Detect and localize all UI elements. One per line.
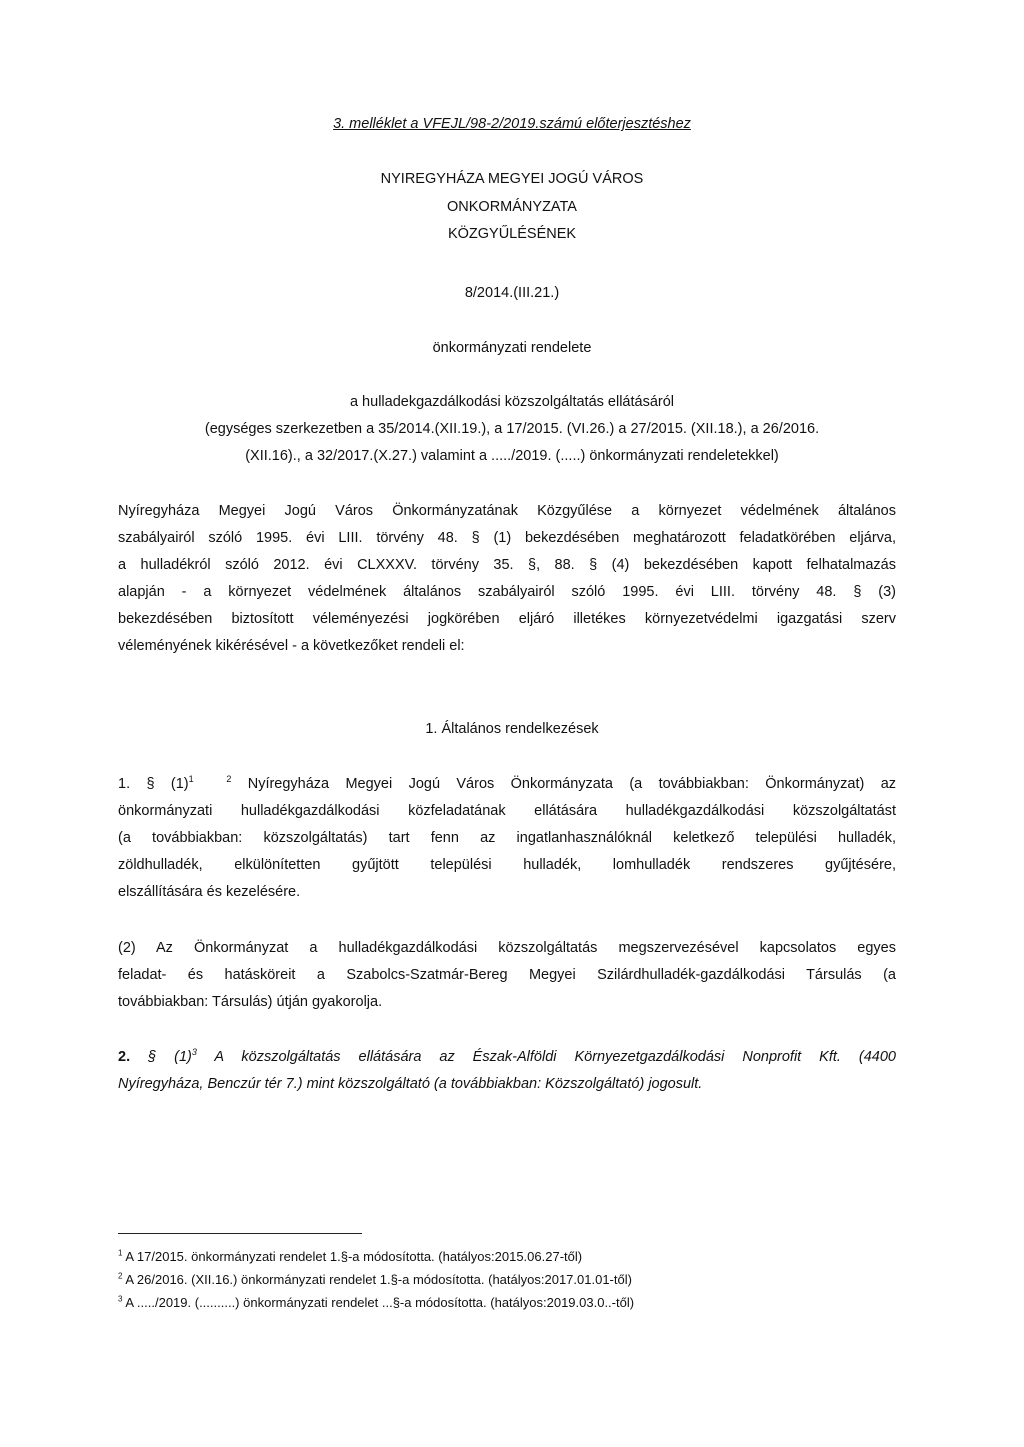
para3-first-line xyxy=(118,1049,896,1065)
footnote-number: 3 xyxy=(118,1294,123,1304)
para2-line-2: feladat- és hatásköreit a Szabolcs-Szatmár-Bereg Megyei Szilárdhulladék-gazdálkodási Társulás (a xyxy=(118,967,896,983)
footnote-number: 2 xyxy=(118,1271,123,1281)
decree-subject: a hulladekgazdálkodási közszolgáltatás ellátásáról xyxy=(349,394,675,410)
decree-number: 8/2014.(III.21.) xyxy=(464,285,560,301)
section-heading: 1. Általános rendelkezések xyxy=(425,721,599,737)
para3-first-rest: A közszolgáltatás ellátására az Észak-Alföldi Környezetgazdálkodási Nonprofit Kft. (4400 xyxy=(214,1049,896,1065)
preamble-line-5: bekezdésében biztosított véleményezési jogkörében eljáró illetékes környezetvédelmi igazgatási szerv xyxy=(118,611,896,627)
title-line-2: ONKORMÁNYZATA xyxy=(447,199,577,215)
preamble-line-4: alapján - a környezet védelmének általános szabályairól szóló 1995. évi LIII. törvény 48. § (3) xyxy=(118,584,896,600)
footnote-1 xyxy=(118,1249,582,1264)
footnote-text: A 26/2016. (XII.16.) önkormányzati rendelet 1.§-a módosította. (hatályos:2017.01.01-től) xyxy=(125,1272,632,1287)
para2-last-line: továbbiakban: Társulás) útján gyakorolja. xyxy=(118,994,383,1010)
footnote-2 xyxy=(118,1272,632,1287)
title-line-3: KÖZGYŰLÉSÉNEK xyxy=(447,226,577,242)
footnote-ref-2: 2 xyxy=(226,774,232,785)
para1-first-rest: Nyíregyháza Megyei Jogú Város Önkormányzata (a továbbiakban: Önkormányzat) az xyxy=(247,776,897,792)
para3-last-line: Nyíregyháza, Benczúr tér 7.) mint közszolgáltató (a továbbiakban: Közszolgáltató) jogosult. xyxy=(118,1076,703,1092)
footnote-text: A 17/2015. önkormányzati rendelet 1.§-a módosította. (hatályos:2015.06.27-től) xyxy=(125,1249,583,1264)
footnote-number: 1 xyxy=(118,1248,123,1258)
para1-line-2: önkormányzati hulladékgazdálkodási közfeladatának ellátására hulladékgazdálkodási közszolgáltatást xyxy=(118,803,896,819)
footnote-ref-1: 1 xyxy=(188,774,194,785)
decree-type: önkormányzati rendelete xyxy=(432,340,592,356)
preamble-line-2: szabályairól szóló 1995. évi LIII. törvény 48. § (1) bekezdésében meghatározott feladatkörében eljárva, xyxy=(118,530,896,546)
footnote-separator xyxy=(118,1233,362,1234)
para3-number: 2. xyxy=(118,1049,131,1065)
para3-lead: § (1) xyxy=(148,1049,192,1065)
para2-line-1: (2) Az Önkormányzat a hulladékgazdálkodási közszolgáltatás megszervezésével kapcsolatos egyes xyxy=(118,940,896,956)
header-reference: 3. melléklet a VFEJL/98-2/2019.számú előterjesztéshez xyxy=(333,116,691,132)
para1-line-4: zöldhulladék, elkülönítetten gyűjtött települési hulladék, lomhulladék rendszeres gyűjtésére, xyxy=(118,857,896,873)
para1-first-line xyxy=(118,776,896,792)
preamble-line-6: véleményének kikérésével - a következőket rendeli el: xyxy=(118,638,465,654)
preamble-line-3: a hulladékról szóló 2012. évi CLXXXV. törvény 35. §, 88. § (4) bekezdésében kapott felhatalmazás xyxy=(118,557,896,573)
para1-line-3: (a továbbiakban: közszolgáltatás) tart fenn az ingatlanhasználóknál keletkező települési hulladék, xyxy=(118,830,896,846)
para1-last-line: elszállítására és kezelésére. xyxy=(118,884,301,900)
footnote-text: A ...../2019. (..........) önkormányzati rendelet ...§-a módosította. (hatályos:2019.03.0..-től) xyxy=(125,1295,635,1310)
consolidation-line-1: (egységes szerkezetben a 35/2014.(XII.19.), a 17/2015. (VI.26.) a 27/2015. (XII.18.), a 26/2016. xyxy=(204,421,820,437)
footnote-3 xyxy=(118,1295,634,1310)
para1-lead: 1. § (1) xyxy=(118,776,189,792)
preamble-line-1: Nyíregyháza Megyei Jogú Város Önkormányzatának Közgyűlése a környezet védelmének általános xyxy=(118,503,896,519)
footnote-ref-3: 3 xyxy=(191,1047,197,1058)
consolidation-line-2: (XII.16)., a 32/2017.(X.27.) valamint a ...../2019. (.....) önkormányzati rendeletekkel) xyxy=(245,448,779,464)
title-line-1: NYIREGYHÁZA MEGYEI JOGÚ VÁROS xyxy=(380,171,644,187)
